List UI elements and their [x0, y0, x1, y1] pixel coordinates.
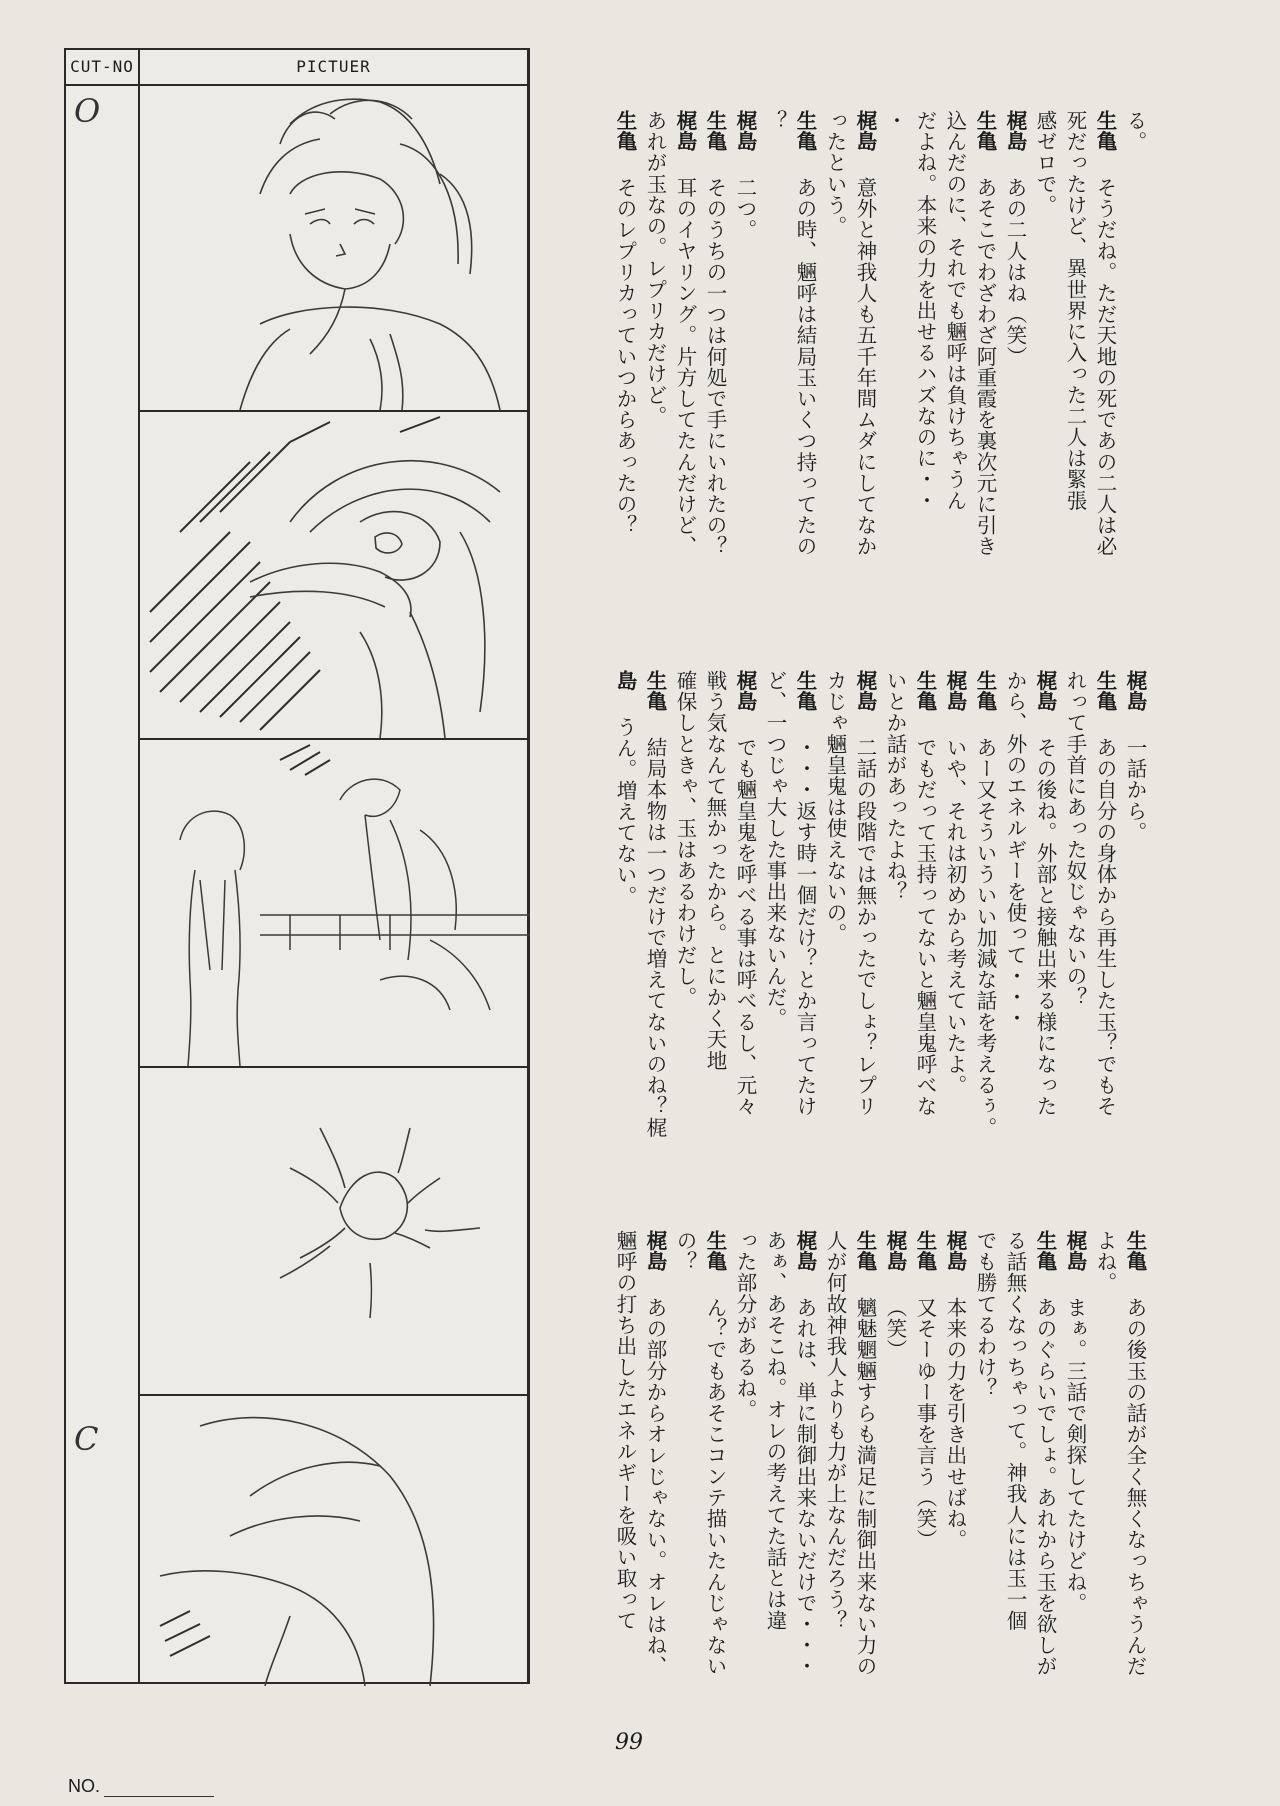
speaker-name: 梶島 — [733, 110, 757, 151]
dialogue-text: あのぐらいでしょ。あれから玉を欲しが — [1033, 1297, 1057, 1677]
speaker-name: 生亀 — [793, 670, 817, 711]
dialogue-line — [610, 110, 640, 670]
speaker-name: 生亀 — [793, 110, 817, 151]
dialogue-line — [880, 110, 910, 670]
cut-mark-2: C — [74, 1420, 99, 1458]
panel-3-sketch — [140, 740, 530, 1066]
dialogue-text: 戦う気なんて無かったから。とにかく天地 — [703, 670, 727, 1071]
dialogue-line — [1060, 110, 1090, 670]
speaker-name: 梶島 — [1123, 670, 1147, 711]
dialogue-line — [640, 110, 670, 670]
dialogue-line — [880, 670, 910, 1230]
storyboard-panel-4 — [140, 1066, 530, 1394]
dialogue-text: そのうちの一つは何処で手にいれたの？ — [703, 177, 727, 557]
dialogue-line — [1000, 670, 1030, 1230]
storyboard-panel-1 — [140, 84, 530, 410]
dialogue-text: ・・・返す時一個だけ？とか言ってたけ — [793, 737, 817, 1117]
dialogue-text: 確保しときゃ、玉はあるわけだし。 — [673, 670, 697, 1008]
dialogue-line — [670, 670, 700, 1230]
dialogue-line — [820, 670, 850, 1230]
speaker-name: 梶島 — [733, 670, 757, 711]
speaker-name: 梶島 — [853, 110, 877, 151]
panel-2-sketch — [140, 412, 530, 738]
dialogue-band-1 — [560, 110, 1150, 670]
dialogue-line — [970, 110, 1000, 670]
dialogue-text: カじゃ魎皇鬼は使えないの。 — [823, 670, 847, 945]
speaker-name: 生亀 — [1123, 1230, 1147, 1271]
dialogue-text: 魎呼の打ち出したエネルギーを吸い取って — [613, 1230, 637, 1631]
dialogue-text: 感ゼロで。 — [1033, 110, 1057, 216]
speaker-name: 生亀 — [913, 670, 937, 711]
dialogue-line — [700, 110, 730, 670]
speaker-name: 生亀 — [1093, 110, 1117, 151]
dialogue-text: でもだって玉持ってないと魎皇鬼呼べな — [913, 737, 937, 1117]
dialogue-line — [850, 110, 880, 670]
storyboard-sheet — [64, 48, 530, 1684]
speaker-name: 梶島 — [943, 670, 967, 711]
dialogue-line — [1120, 1230, 1150, 1740]
dialogue-text: まぁ。三話で剣探してたけどね。 — [1063, 1297, 1087, 1614]
page-number: 99 — [615, 1730, 643, 1755]
dialogue-line — [940, 670, 970, 1230]
speaker-name: 梶島 — [793, 1230, 817, 1271]
dialogue-line — [730, 1230, 760, 1740]
dialogue-text: あの二人はね（笑） — [1003, 177, 1027, 367]
dialogue-line — [1090, 110, 1120, 670]
dialogue-text: いや、それは初めから考えていたよ。 — [943, 737, 967, 1096]
dialogue-text: から、外のエネルギーを使って・・・ — [1003, 670, 1027, 1029]
dialogue-line — [700, 670, 730, 1230]
dialogue-text: 魑魅魍魎すらも満足に制御出来ない力の — [853, 1297, 877, 1677]
speaker-name: 生亀 — [613, 110, 637, 151]
speaker-name: 梶島 — [943, 1230, 967, 1271]
dialogue-line — [910, 670, 940, 1230]
dialogue-text: 二話の段階では無かったでしょ？レプリ — [853, 737, 877, 1117]
dialogue-line — [970, 670, 1000, 1230]
speaker-name: 生亀 — [913, 1230, 937, 1271]
dialogue-text: うん。増えてない。 — [613, 716, 637, 907]
dialogue-line — [940, 110, 970, 670]
dialogue-line — [790, 1230, 820, 1740]
dialogue-line — [760, 110, 790, 670]
dialogue-text: ど、一つじゃ大した事出来ないんだ。 — [763, 670, 787, 1029]
dialogue-band-3 — [560, 1230, 1150, 1740]
dialogue-line — [760, 670, 790, 1230]
dialogue-text: 耳のイヤリング。片方してたんだけど、 — [673, 177, 697, 557]
dialogue-text: 結局本物は一つだけで増えてないのね？梶 — [643, 737, 667, 1138]
dialogue-line — [1000, 1230, 1030, 1740]
dialogue-line — [850, 670, 880, 1230]
dialogue-line — [820, 1230, 850, 1740]
dialogue-text: でも勝てるわけ？ — [973, 1230, 997, 1399]
speaker-name: 梶島 — [1063, 1230, 1087, 1271]
dialogue-text: ったという。 — [823, 110, 847, 237]
dialogue-text: ん？でもあそこコンテ描いたんじゃない — [703, 1297, 727, 1677]
speaker-name: 生亀 — [643, 670, 667, 711]
dialogue-band-2 — [560, 670, 1150, 1230]
dialogue-text: でも魎皇鬼を呼べる事は呼べるし、元々 — [733, 737, 757, 1117]
dialogue-line — [910, 110, 940, 670]
dialogue-line — [970, 1230, 1000, 1740]
dialogue-text: る。 — [1123, 110, 1147, 153]
dialogue-line — [760, 1230, 790, 1740]
speaker-name: 梶島 — [643, 1230, 667, 1271]
dialogue-line — [1030, 670, 1060, 1230]
dialogue-text: （笑） — [883, 1297, 907, 1361]
speaker-name: 生亀 — [853, 1230, 877, 1271]
dialogue-text: あの部分からオレじゃない。オレはね、 — [643, 1297, 667, 1677]
dialogue-text: あー又そういういい加減な話を考えるぅ。 — [973, 737, 997, 1138]
speaker-name: 梶島 — [673, 110, 697, 151]
dialogue-text: 本来の力を引き出せばね。 — [943, 1297, 967, 1551]
panel-5-sketch — [140, 1396, 530, 1686]
dialogue-line — [610, 670, 640, 1230]
storyboard-panel-5 — [140, 1394, 530, 1686]
dialogue-line — [820, 110, 850, 670]
dialogue-text: 死だったけど、異世界に入った二人は緊張 — [1063, 110, 1087, 511]
speaker-name: 梶島 — [883, 1230, 907, 1271]
dialogue-text: あの後玉の話が全く無くなっちゃうんだ — [1123, 1297, 1147, 1677]
dialogue-line — [700, 1230, 730, 1740]
dialogue-text: 一話から。 — [1123, 737, 1147, 843]
dialogue-text: れって手首にあった奴じゃないの？ — [1063, 670, 1087, 1008]
dialogue-line — [640, 1230, 670, 1740]
dialogue-text: の？ — [673, 1230, 697, 1273]
panel-4-sketch — [140, 1068, 530, 1394]
storyboard-panel-3 — [140, 738, 530, 1066]
picture-label: PICTUER — [296, 57, 371, 76]
dialogue-line — [1060, 670, 1090, 1230]
storyboard-header — [66, 50, 527, 86]
speaker-name: 生亀 — [703, 1230, 727, 1271]
speaker-name: 梶島 — [853, 670, 877, 711]
dialogue-line — [730, 110, 760, 670]
dialogue-line — [1000, 110, 1030, 670]
dialogue-line — [670, 110, 700, 670]
dialogue-line — [730, 670, 760, 1230]
dialogue-line — [610, 1230, 640, 1740]
dialogue-text: よね。 — [1093, 1230, 1117, 1294]
dialogue-text: 人が何故神我人よりも力が上なんだろう？ — [823, 1230, 847, 1631]
dialogue-line — [1090, 1230, 1120, 1740]
dialogue-text: る話無くなっちゃって。神我人には玉一個 — [1003, 1230, 1027, 1631]
dialogue-text: だよね。本来の力を出せるハズなのに・・ — [913, 110, 937, 511]
dialogue-line — [1060, 1230, 1090, 1740]
speaker-name: 生亀 — [973, 110, 997, 151]
dialogue-text: あそこでわざわざ阿重霞を裏次元に引き — [973, 177, 997, 557]
dialogue-text: 意外と神我人も五千年間ムダにしてなか — [853, 177, 877, 557]
dialogue-line — [1030, 1230, 1060, 1740]
no-underline — [104, 1796, 214, 1797]
dialogue-line — [670, 1230, 700, 1740]
dialogue-text: 込んだのに、それでも魎呼は負けちゃうん — [943, 110, 967, 511]
dialogue-text: った部分があるね。 — [733, 1230, 757, 1420]
speaker-name: 島 — [613, 670, 637, 691]
storyboard-panel-2 — [140, 410, 530, 738]
dialogue-text: そのレプリカっていつからあったの？ — [613, 177, 637, 536]
dialogue-line — [1090, 670, 1120, 1230]
dialogue-text: あれは、単に制御出来ないだけで・・・ — [793, 1297, 817, 1677]
dialogue-line — [640, 670, 670, 1230]
dialogue-text: あぁ、あそこね。オレの考えてた話とは違 — [763, 1230, 787, 1631]
dialogue-text: あれが玉なの。レプリカだけど。 — [643, 110, 667, 427]
dialogue-line — [1030, 110, 1060, 670]
dialogue-line — [790, 110, 820, 670]
speaker-name: 生亀 — [1093, 670, 1117, 711]
dialogue-line — [1120, 110, 1150, 670]
dialogue-text: いとか話があったよね？ — [883, 670, 907, 903]
speaker-name: 梶島 — [1003, 110, 1027, 151]
dialogue-text: あの自分の身体から再生した玉？でもそ — [1093, 737, 1117, 1117]
dialogue-line — [790, 670, 820, 1230]
dialogue-text: あの時、魎呼は結局玉いくつ持ってたの — [793, 177, 817, 557]
dialogue-line — [880, 1230, 910, 1740]
cut-no-label: CUT-NO — [66, 50, 140, 84]
dialogue-text: 二つ。 — [733, 177, 757, 241]
dialogue-text: ？ — [763, 110, 787, 132]
dialogue-line — [940, 1230, 970, 1740]
dialogue-text: 又そーゆー事を言う（笑） — [913, 1297, 937, 1551]
dialogue-line — [910, 1230, 940, 1740]
dialogue-text: その後ね。外部と接触出来る様になった — [1033, 737, 1057, 1117]
dialogue-text: そうだね。ただ天地の死であの二人は必 — [1093, 177, 1117, 557]
speaker-name: 生亀 — [703, 110, 727, 151]
dialogue-line — [1120, 670, 1150, 1230]
dialogue-line — [850, 1230, 880, 1740]
speaker-name: 生亀 — [973, 670, 997, 711]
speaker-name: 生亀 — [1033, 1230, 1057, 1271]
panel-1-sketch — [140, 84, 530, 410]
speaker-name: 梶島 — [1033, 670, 1057, 711]
cut-mark-1: O — [74, 92, 101, 130]
no-label: NO. — [68, 1776, 101, 1796]
dialogue-text: ・ — [883, 110, 907, 132]
